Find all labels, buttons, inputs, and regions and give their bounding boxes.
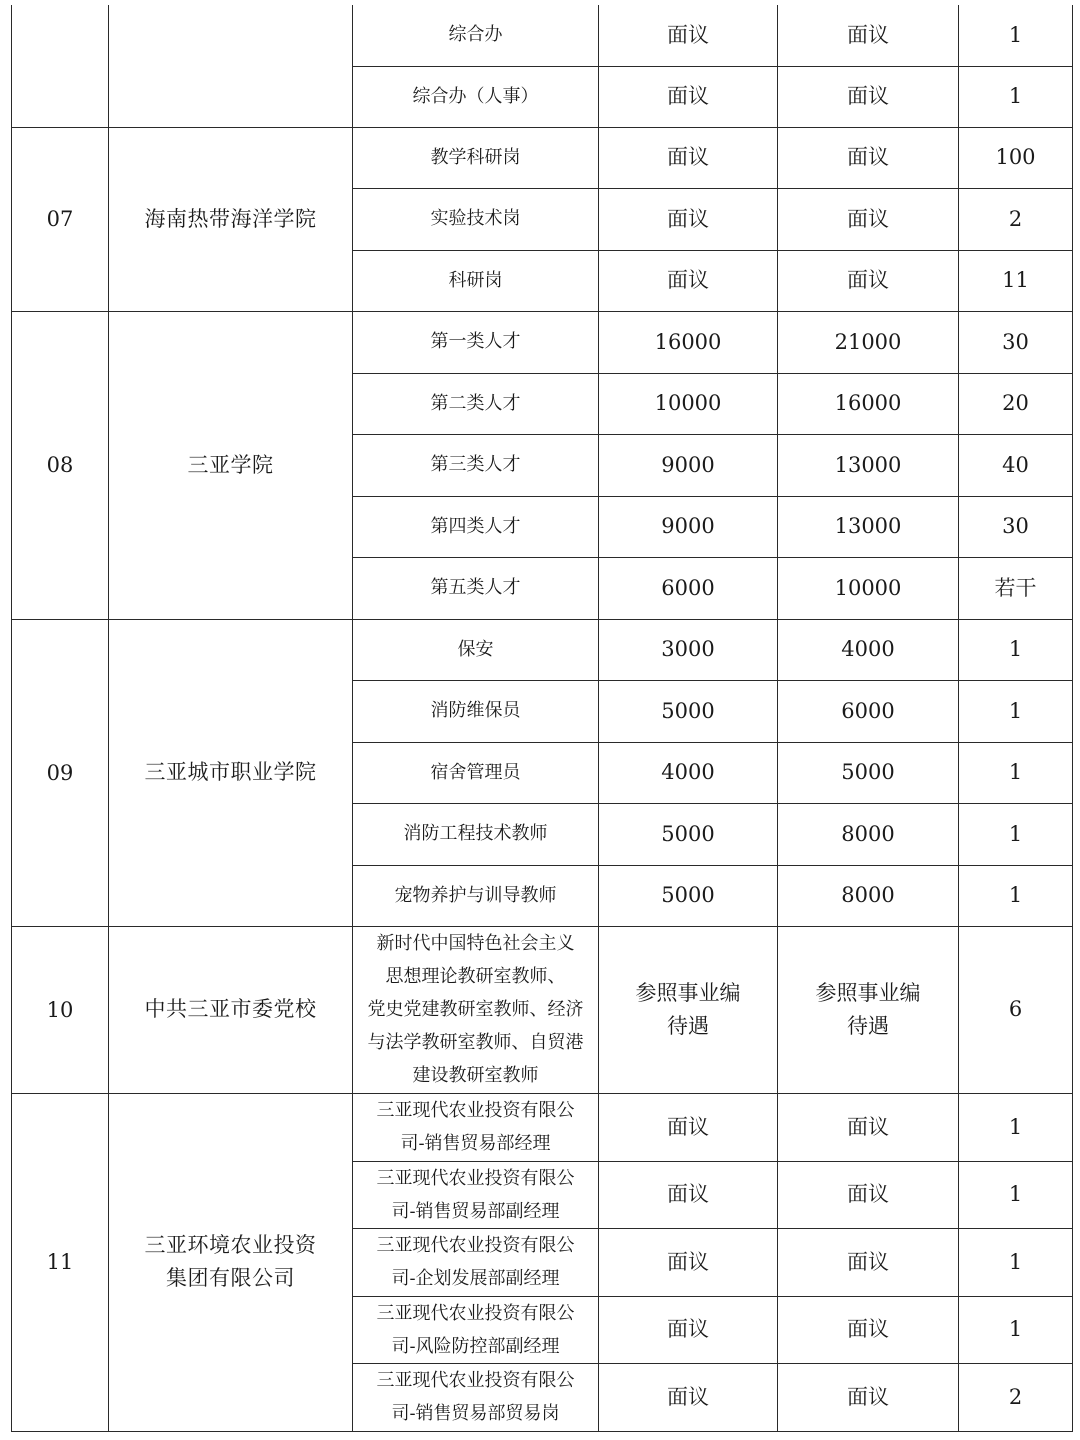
headcount-cell: 1 bbox=[959, 5, 1073, 66]
headcount-cell: 1 bbox=[959, 66, 1073, 127]
headcount-cell: 30 bbox=[959, 496, 1073, 557]
headcount-cell: 2 bbox=[959, 188, 1073, 250]
post-name-cell: 综合办 bbox=[353, 5, 599, 66]
post-name-line: 思想理论教研室教师、 bbox=[385, 966, 566, 987]
salary-min-cell: 面议 bbox=[599, 1228, 778, 1296]
post-name-line: 司-风险防控部副经理 bbox=[391, 1335, 560, 1357]
salary-max-cell: 13000 bbox=[778, 434, 959, 496]
post-name-line: 三亚现代农业投资有限公 bbox=[376, 1302, 575, 1324]
salary-max-cell: 4000 bbox=[778, 619, 959, 680]
post-name-cell: 第五类人才 bbox=[353, 557, 599, 619]
headcount-cell: 6 bbox=[959, 926, 1073, 1093]
post-name-cell: 科研岗 bbox=[353, 250, 599, 311]
headcount-cell: 1 bbox=[959, 1228, 1073, 1296]
recruitment-table bbox=[11, 5, 1073, 1432]
unit-name-line: 集团有限公司 bbox=[166, 1266, 295, 1290]
post-name-cell: 宿舍管理员 bbox=[353, 742, 599, 803]
headcount-cell: 30 bbox=[959, 311, 1073, 373]
salary-min-cell: 面议 bbox=[599, 250, 778, 311]
salary-min-cell: 4000 bbox=[599, 742, 778, 803]
salary-min-cell: 10000 bbox=[599, 373, 778, 434]
salary-max-cell: 面议 bbox=[778, 250, 959, 311]
post-name-cell: 消防维保员 bbox=[353, 680, 599, 742]
sequence-number-cell: 11 bbox=[12, 1093, 109, 1431]
salary-min-cell: 面议 bbox=[599, 5, 778, 66]
unit-name-line: 海南热带海洋学院 bbox=[144, 206, 317, 231]
salary-max-cell: 8000 bbox=[778, 803, 959, 865]
post-name-cell bbox=[353, 1363, 599, 1431]
salary-min-cell: 9000 bbox=[599, 496, 778, 557]
post-name-line: 与法学教研室教师、自贸港 bbox=[367, 1032, 584, 1053]
sequence-number-cell: 07 bbox=[12, 127, 109, 311]
salary-max-cell: 8000 bbox=[778, 865, 959, 926]
headcount-cell: 1 bbox=[959, 1161, 1073, 1228]
post-name-cell: 第一类人才 bbox=[353, 311, 599, 373]
post-name-cell: 第三类人才 bbox=[353, 434, 599, 496]
salary-max-cell: 5000 bbox=[778, 742, 959, 803]
headcount-cell: 1 bbox=[959, 742, 1073, 803]
post-name-cell: 综合办（人事） bbox=[353, 66, 599, 127]
post-name-line: 三亚现代农业投资有限公 bbox=[376, 1370, 575, 1391]
unit-name-cell bbox=[109, 1093, 353, 1431]
headcount-cell: 1 bbox=[959, 1296, 1073, 1363]
unit-name-line: 三亚环境农业投资 bbox=[144, 1233, 317, 1257]
salary-max-cell: 面议 bbox=[778, 66, 959, 127]
salary-min-cell: 16000 bbox=[599, 311, 778, 373]
salary-min-cell: 面议 bbox=[599, 66, 778, 127]
unit-name-line: 三亚城市职业学院 bbox=[144, 760, 317, 784]
post-name-cell bbox=[353, 1093, 599, 1161]
salary-max-cell: 面议 bbox=[778, 127, 959, 188]
headcount-cell: 11 bbox=[959, 250, 1073, 311]
salary-max-line: 参照事业编 bbox=[815, 980, 921, 1005]
post-name-line: 司-企划发展部副经理 bbox=[391, 1268, 560, 1289]
salary-min-line: 参照事业编 bbox=[635, 980, 741, 1005]
salary-max-cell: 面议 bbox=[778, 1296, 959, 1363]
post-name-line: 三亚现代农业投资有限公 bbox=[376, 1167, 575, 1189]
unit-name-line: 中共三亚市委党校 bbox=[144, 997, 317, 1021]
post-name-line: 三亚现代农业投资有限公 bbox=[376, 1235, 575, 1256]
post-name-cell: 保安 bbox=[353, 619, 599, 680]
post-name-cell: 宠物养护与训导教师 bbox=[353, 865, 599, 926]
headcount-cell: 1 bbox=[959, 619, 1073, 680]
salary-max-cell: 16000 bbox=[778, 373, 959, 434]
salary-min-cell: 5000 bbox=[599, 865, 778, 926]
salary-min-line: 待遇 bbox=[667, 1013, 709, 1038]
salary-max-cell bbox=[778, 926, 959, 1093]
salary-min-cell: 9000 bbox=[599, 434, 778, 496]
post-name-line: 司-销售贸易部副经理 bbox=[391, 1200, 560, 1222]
unit-name-cell bbox=[109, 311, 353, 619]
post-name-line: 司-销售贸易部经理 bbox=[400, 1133, 551, 1154]
post-name-cell: 消防工程技术教师 bbox=[353, 803, 599, 865]
salary-min-cell: 3000 bbox=[599, 619, 778, 680]
headcount-cell: 100 bbox=[959, 127, 1073, 188]
salary-max-cell: 10000 bbox=[778, 557, 959, 619]
salary-min-cell: 5000 bbox=[599, 680, 778, 742]
salary-min-cell: 面议 bbox=[599, 1363, 778, 1431]
salary-min-cell: 6000 bbox=[599, 557, 778, 619]
headcount-cell: 20 bbox=[959, 373, 1073, 434]
post-name-cell: 实验技术岗 bbox=[353, 188, 599, 250]
post-name-line: 司-销售贸易部贸易岗 bbox=[391, 1403, 560, 1424]
unit-name-cell bbox=[109, 926, 353, 1093]
table-row bbox=[12, 311, 1073, 373]
table-row bbox=[12, 619, 1073, 680]
headcount-cell: 若干 bbox=[959, 557, 1073, 619]
unit-name-cell bbox=[109, 127, 353, 311]
post-name-cell bbox=[353, 1296, 599, 1363]
salary-max-line: 待遇 bbox=[847, 1013, 889, 1038]
salary-min-cell: 面议 bbox=[599, 1296, 778, 1363]
salary-min-cell: 面议 bbox=[599, 127, 778, 188]
table-row bbox=[12, 127, 1073, 188]
table-row bbox=[12, 1093, 1073, 1161]
salary-max-cell: 面议 bbox=[778, 1093, 959, 1161]
salary-max-cell: 13000 bbox=[778, 496, 959, 557]
sequence-number-cell: 08 bbox=[12, 311, 109, 619]
table-row bbox=[12, 5, 1073, 66]
sequence-number-cell: 10 bbox=[12, 926, 109, 1093]
sequence-number-cell bbox=[12, 5, 109, 127]
salary-min-cell: 面议 bbox=[599, 1161, 778, 1228]
headcount-cell: 40 bbox=[959, 434, 1073, 496]
salary-min-cell: 面议 bbox=[599, 188, 778, 250]
unit-name-cell bbox=[109, 5, 353, 127]
salary-max-cell: 面议 bbox=[778, 1363, 959, 1431]
post-name-line: 三亚现代农业投资有限公 bbox=[376, 1100, 575, 1121]
headcount-cell: 1 bbox=[959, 865, 1073, 926]
post-name-cell bbox=[353, 1161, 599, 1228]
salary-max-cell: 21000 bbox=[778, 311, 959, 373]
salary-min-cell: 面议 bbox=[599, 1093, 778, 1161]
headcount-cell: 1 bbox=[959, 1093, 1073, 1161]
post-name-cell bbox=[353, 1228, 599, 1296]
salary-max-cell: 面议 bbox=[778, 1161, 959, 1228]
unit-name-line: 三亚学院 bbox=[187, 452, 274, 477]
sequence-number-cell: 09 bbox=[12, 619, 109, 926]
headcount-cell: 1 bbox=[959, 680, 1073, 742]
headcount-cell: 1 bbox=[959, 803, 1073, 865]
salary-max-cell: 6000 bbox=[778, 680, 959, 742]
post-name-cell bbox=[353, 926, 599, 1093]
table-row bbox=[12, 926, 1073, 1093]
salary-max-cell: 面议 bbox=[778, 1228, 959, 1296]
salary-min-cell: 5000 bbox=[599, 803, 778, 865]
salary-max-cell: 面议 bbox=[778, 188, 959, 250]
salary-min-cell bbox=[599, 926, 778, 1093]
post-name-line: 建设教研室教师 bbox=[412, 1065, 539, 1086]
headcount-cell: 2 bbox=[959, 1363, 1073, 1431]
post-name-line: 党史党建教研室教师、经济 bbox=[367, 999, 584, 1020]
post-name-cell: 第二类人才 bbox=[353, 373, 599, 434]
salary-max-cell: 面议 bbox=[778, 5, 959, 66]
post-name-cell: 第四类人才 bbox=[353, 496, 599, 557]
unit-name-cell bbox=[109, 619, 353, 926]
post-name-line: 新时代中国特色社会主义 bbox=[376, 933, 575, 954]
post-name-cell: 教学科研岗 bbox=[353, 127, 599, 188]
